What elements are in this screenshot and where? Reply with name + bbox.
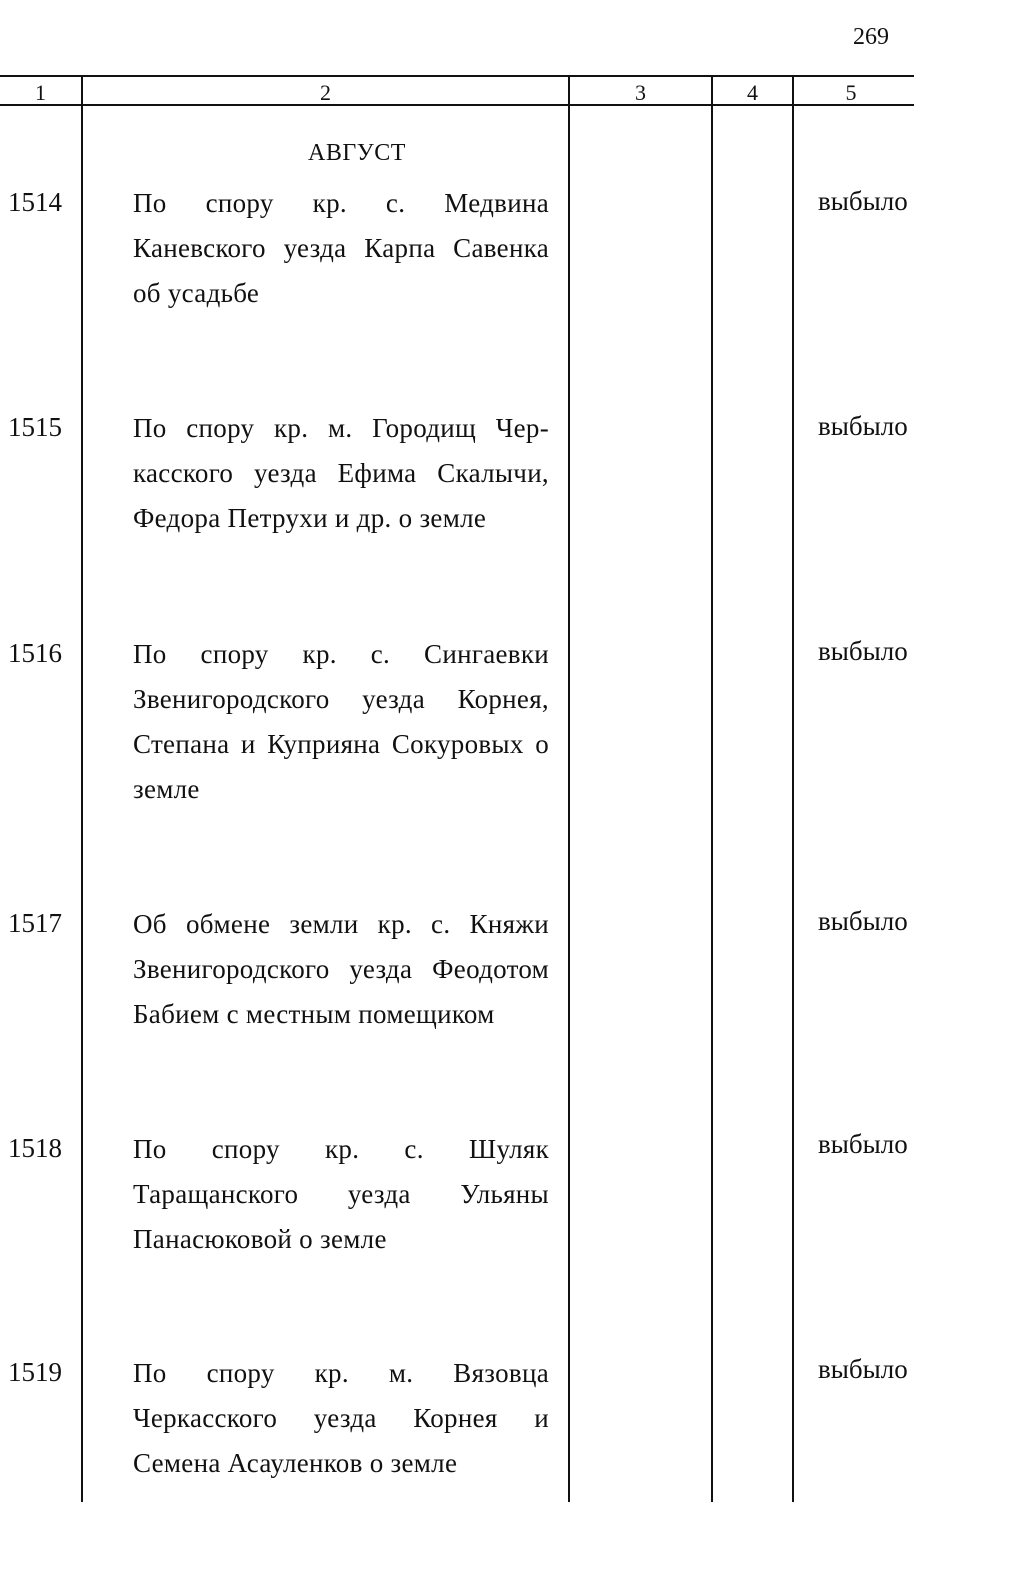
- entry-number: 1516: [8, 638, 62, 668]
- column-header-2: 2: [320, 80, 331, 105]
- entry-number: 1518: [8, 1133, 62, 1163]
- entry-status: выбыло: [818, 1129, 908, 1159]
- entry-description: По спору кр. с. Шуляк Таращанского уезда Ульяны Панасюковой о земле: [133, 1134, 549, 1254]
- column-header-1: 1: [35, 80, 46, 105]
- entry-status: выбыло: [818, 411, 908, 441]
- month-heading: АВГУСТ: [308, 140, 406, 166]
- column-divider-3: [711, 75, 713, 1502]
- table-top-rule: [0, 75, 914, 77]
- entry-description: По спору кр. с. Медвина Каневского уезда Карпа Савенка об усадьбе: [133, 188, 549, 308]
- column-header-4: 4: [747, 80, 758, 105]
- entry-status: выбыло: [818, 1354, 908, 1384]
- column-divider-4: [792, 75, 794, 1502]
- entry-status: выбыло: [818, 186, 908, 216]
- entry-number: 1517: [8, 908, 62, 938]
- entry-number: 1519: [8, 1357, 62, 1387]
- entry-number: 1514: [8, 187, 62, 217]
- page-number: 269: [853, 24, 889, 50]
- entry-status: выбыло: [818, 906, 908, 936]
- column-divider-2: [568, 75, 570, 1502]
- entry-status: выбыло: [818, 636, 908, 666]
- column-divider-1: [81, 75, 83, 1502]
- column-header-3: 3: [635, 80, 646, 105]
- entry-description: По спору кр. м. Вязовца Черкасского уезда Корнея и Семена Асауленков о земле: [133, 1358, 549, 1478]
- column-header-5: 5: [845, 80, 857, 105]
- entry-description: Об обмене земли кр. с. Княжи Звенигородского уезда Феодотом Бабием с местным помещиком: [133, 909, 549, 1029]
- entry-description: По спору кр. с. Сингаевки Звенигородского уезда Корнея, Степана и Куприяна Сокуровых о земле: [133, 639, 549, 804]
- entry-description: По спору кр. м. Городищ Чер-касского уезда Ефима Скалычи, Федора Петрухи и др. о земле: [133, 413, 549, 533]
- entry-number: 1515: [8, 412, 62, 442]
